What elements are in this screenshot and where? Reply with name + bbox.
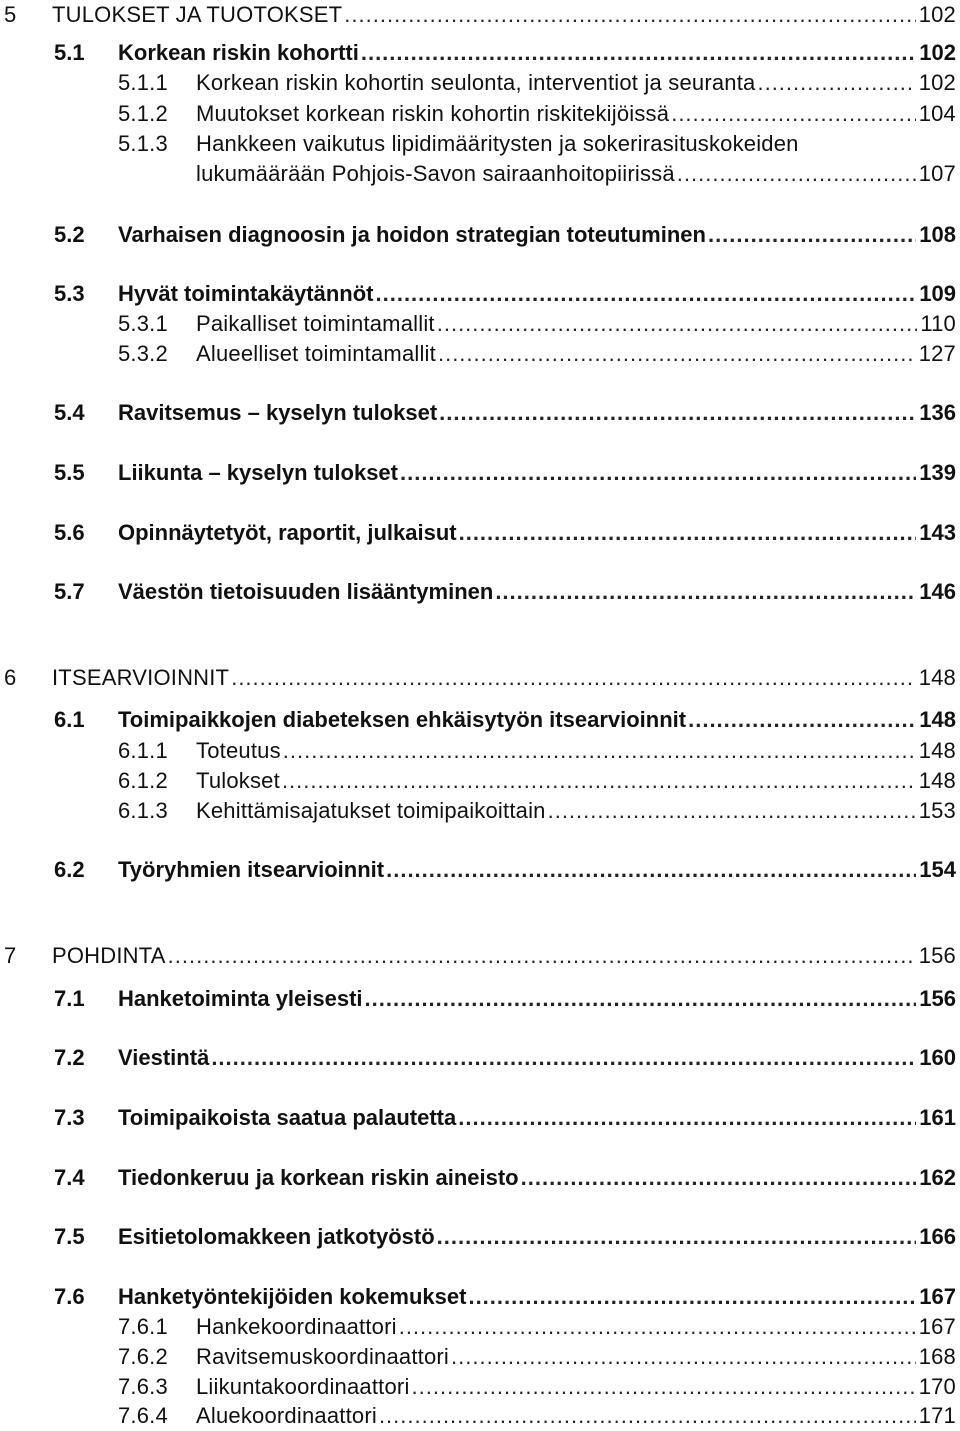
toc-entry-7-6-2[interactable] [0,1342,956,1372]
toc-entry-5-2[interactable] [0,220,956,250]
toc-number: 7.6.3 [118,1374,168,1399]
toc-title: Toimipaikoista saatua palautetta [118,1105,457,1130]
toc-entry-5-3-1[interactable] [0,309,956,339]
toc-title: Aluekoordinaattori [196,1403,377,1428]
toc-number: 7.4 [54,1165,85,1190]
toc-number: 5.3 [54,281,85,306]
dot-leader [231,663,915,693]
dot-leader [376,279,917,309]
toc-page-number: 136 [919,400,956,425]
toc-number: 5.1 [54,40,85,65]
toc-title: Kehittämisajatukset toimipaikoittain [196,798,546,823]
dot-leader [361,38,916,68]
toc-page-number: 102 [919,40,956,65]
toc-title: Tulokset [196,768,280,793]
dot-leader [386,855,916,885]
toc-number: 7.6.2 [118,1344,168,1369]
toc-page-number: 107 [918,161,956,186]
toc-title: Esitietolomakkeen jatkotyöstö [118,1224,435,1249]
toc-title: Hyvät toimintakäytännöt [118,281,374,306]
toc-title: Korkean riskin kohortti [118,40,359,65]
toc-entry-6-1-1[interactable] [0,736,956,766]
toc-page-number: 110 [920,311,956,336]
toc-number: 7.6.4 [118,1403,168,1428]
toc-page-number: 156 [919,986,956,1011]
toc-number: 5.1.3 [118,131,168,156]
toc-entry-7-2[interactable] [0,1043,956,1073]
dot-leader [282,766,916,796]
toc-title: Hankekoordinaattori [196,1314,397,1339]
toc-page-number: 104 [918,101,956,126]
dot-leader [283,736,916,766]
toc-title: Liikunta – kyselyn tulokset [118,460,398,485]
toc-entry-6-1-2[interactable] [0,766,956,796]
dot-leader [451,1342,916,1372]
toc-number: 5.5 [54,460,85,485]
toc-page-number: 148 [918,665,956,690]
toc-number: 7.2 [54,1045,85,1070]
toc-entry-7-6-1[interactable] [0,1312,956,1342]
toc-number: 5.1.1 [118,70,168,95]
toc-entry-6-2[interactable] [0,855,956,885]
toc-page-number: 148 [918,768,956,793]
toc-entry-7-3[interactable] [0,1103,956,1133]
toc-page-number: 162 [919,1165,956,1190]
dot-leader [211,1043,916,1073]
toc-number: 7.3 [54,1105,85,1130]
toc-page-number: 102 [918,70,956,95]
dot-leader [438,339,916,369]
toc-number: 5.1.2 [118,101,168,126]
toc-entry-5-1-1[interactable] [0,68,956,98]
toc-entry-5-6[interactable] [0,518,956,548]
dot-leader [437,309,918,339]
toc-page-number: 148 [919,707,956,732]
toc-page-number: 170 [918,1374,956,1399]
toc-page-number: 139 [919,460,956,485]
toc-entry-5-1-3[interactable] [0,129,956,189]
toc-title: Työryhmien itsearvioinnit [118,857,385,882]
toc-number: 7.6 [54,1284,85,1309]
dot-leader [168,941,916,971]
toc-title-continued: lukumäärään Pohjois-Savon sairaanhoitopiirissä [196,161,675,186]
toc-number: 5.3.1 [118,311,168,336]
toc-number: 5.3.2 [118,341,168,366]
dot-leader [521,1163,917,1193]
toc-title: Toteutus [196,738,281,763]
toc-page-number: 160 [919,1045,956,1070]
dot-leader [671,99,915,129]
toc-entry-6-1-3[interactable] [0,796,956,826]
toc-number: 5.6 [54,520,85,545]
toc-title: Korkean riskin kohortin seulonta, interventiot ja seuranta [196,70,756,95]
dot-leader [412,1372,916,1402]
toc-page-number: 153 [918,798,956,823]
toc-number: 7.6.1 [118,1314,168,1339]
toc-title: Opinnäytetyöt, raportit, julkaisut [118,520,457,545]
toc-title: Ravitsemus – kyselyn tulokset [118,400,438,425]
dot-leader [365,984,917,1014]
dot-leader [399,1312,916,1342]
toc-page-number: 161 [919,1105,956,1130]
toc-page-number: 156 [918,943,956,968]
dot-leader [344,0,915,30]
toc-number: 6.1 [54,707,85,732]
toc-title: Väestön tietoisuuden lisääntyminen [118,579,494,604]
toc-number: 6.1.3 [118,798,168,823]
toc-page-number: 143 [919,520,956,545]
toc-title: Varhaisen diagnoosin ja hoidon strategian toteutuminen [118,222,706,247]
toc-number: 5.7 [54,579,85,604]
toc-number: 5.2 [54,222,85,247]
dot-leader [548,796,916,826]
toc-entry-5-4[interactable] [0,398,956,428]
toc-page-number: 109 [919,281,956,306]
toc-page-number: 167 [919,1284,956,1309]
dot-leader [379,1401,916,1431]
toc-title: Liikuntakoordinaattori [196,1374,410,1399]
toc-entry-5-3[interactable] [0,279,956,309]
toc-entry-7-6-4[interactable] [0,1401,956,1431]
toc-title: Viestintä [118,1045,210,1070]
toc-entry-5-3-2[interactable] [0,339,956,369]
toc-entry-7-6-3[interactable] [0,1372,956,1402]
dot-leader [677,159,916,189]
dot-leader [459,518,917,548]
toc-page-number: 127 [918,341,956,366]
toc-entry-7-4[interactable] [0,1163,956,1193]
toc-page-number: 166 [919,1224,956,1249]
toc-page-number: 168 [918,1344,956,1369]
toc-title: Ravitsemuskoordinaattori [196,1344,450,1369]
toc-title: Paikalliset toimintamallit [196,311,435,336]
toc-page-number: 146 [919,579,956,604]
toc-title: Muutokset korkean riskin kohortin riskitekijöissä [196,101,670,126]
toc-title: Tiedonkeruu ja korkean riskin aineisto [118,1165,519,1190]
toc-page-number: 102 [918,2,956,27]
toc-entry-6-1[interactable] [0,705,956,735]
toc-entry-7-5[interactable] [0,1222,956,1252]
dot-leader [437,1222,917,1252]
toc-entry-6[interactable] [0,663,956,693]
dot-leader [757,68,915,98]
toc-entry-7-6[interactable] [0,1282,956,1312]
toc-page-number: 171 [918,1403,956,1428]
toc-title: TULOKSET JA TUOTOKSET [52,2,343,27]
toc-page-number: 167 [918,1314,956,1339]
toc-title: Hanketoiminta yleisesti [118,986,363,1011]
toc-number: 6 [4,665,17,690]
toc-entry-5-5[interactable] [0,458,956,488]
dot-leader [400,458,916,488]
toc-title: ITSEARVIOINNIT [52,665,230,690]
toc-page-number: 108 [919,222,956,247]
toc-title: POHDINTA [52,943,166,968]
toc-number: 5.4 [54,400,85,425]
toc-title: Hanketyöntekijöiden kokemukset [118,1284,467,1309]
toc-number: 7.1 [54,986,85,1011]
toc-page-number: 148 [918,738,956,763]
toc-entry-5-1-2[interactable] [0,99,956,129]
toc-entry-5-1[interactable] [0,38,956,68]
toc-entry-7-1[interactable] [0,984,956,1014]
toc-entry-5[interactable] [0,0,956,30]
dot-leader [458,1103,916,1133]
dot-leader [468,1282,916,1312]
dot-leader [708,220,916,250]
toc-number: 7.5 [54,1224,85,1249]
toc-entry-5-7[interactable] [0,577,956,607]
toc-number: 6.2 [54,857,85,882]
dot-leader [439,398,916,428]
dot-leader [495,577,916,607]
toc-entry-7[interactable] [0,941,956,971]
toc-title: Toimipaikkojen diabeteksen ehkäisytyön itsearvioinnit [118,707,687,732]
toc-number: 7 [4,943,17,968]
toc-title: Alueelliset toimintamallit [196,341,436,366]
toc-number: 6.1.2 [118,768,168,793]
toc-page-number: 154 [919,857,956,882]
toc-title: Hankkeen vaikutus lipidimääritysten ja sokerirasituskokeiden [196,131,799,156]
dot-leader [688,705,916,735]
toc-number: 6.1.1 [118,738,168,763]
toc-number: 5 [4,2,17,27]
